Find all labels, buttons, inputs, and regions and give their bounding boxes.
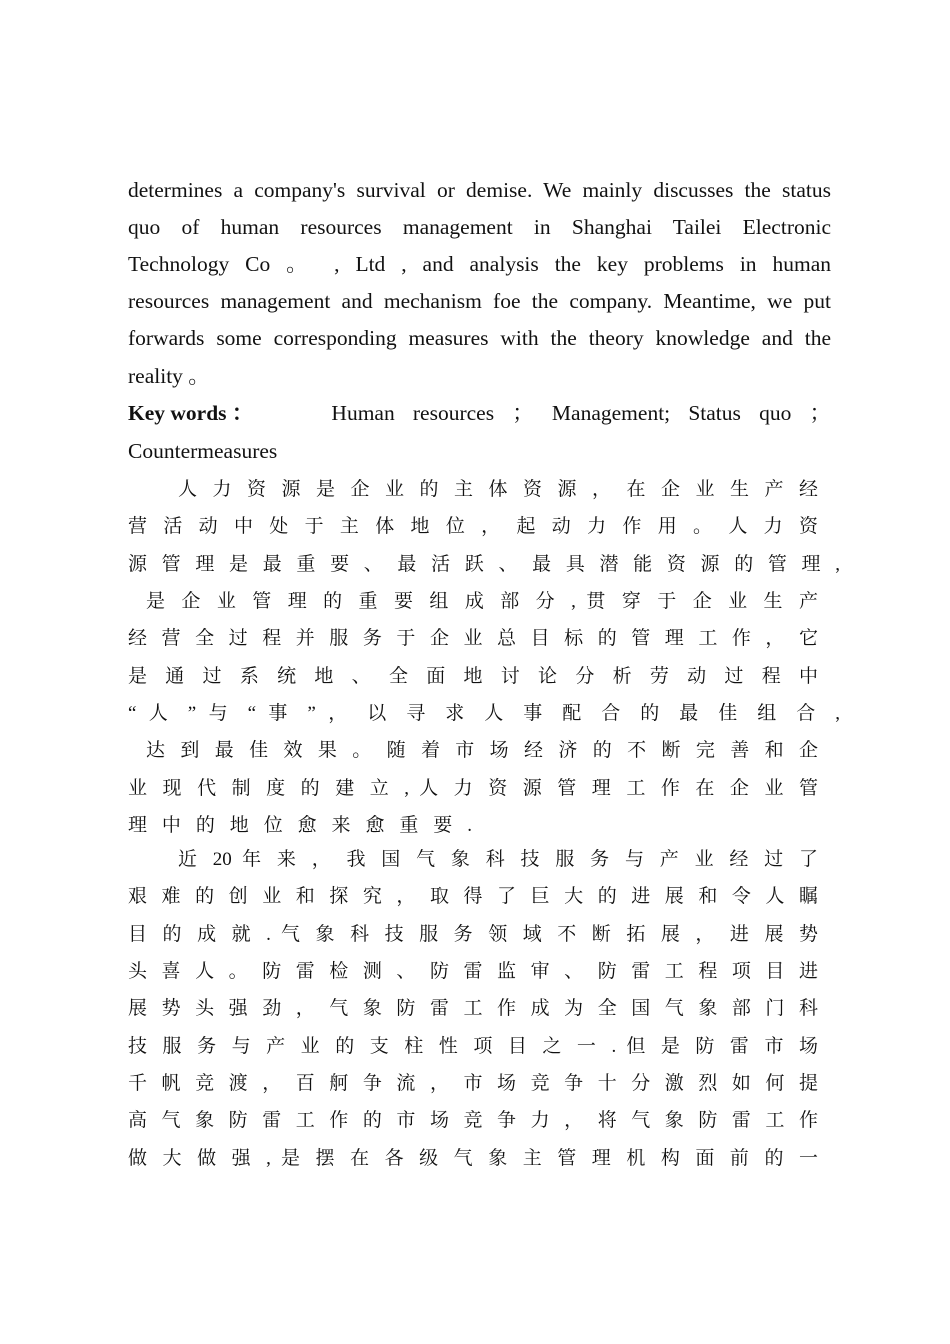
para1-line-4: 是 企 业 管 理 的 重 要 组 成 部 分 , 贯 穿 于 企 业 生 产	[146, 591, 818, 612]
para1-line-2: 营 活 动 中 处 于 主 体 地 位 ， 起 动 力 作 用 。 人 力 资	[128, 516, 818, 537]
abstract-line-5: forwards some corresponding measures with the theory knowledge and the	[128, 326, 831, 350]
para2-line-2: 艰 难 的 创 业 和 探 究 ， 取 得 了 巨 大 的 进 展 和 令 人 瞩	[128, 886, 818, 907]
para2-line-6: 技 服 务 与 产 业 的 支 柱 性 项 目 之 一 . 但 是 防 雷 市 场	[128, 1036, 818, 1057]
abstract-line-2: quo of human resources management in Shanghai Tailei Electronic	[128, 215, 831, 239]
keywords-values: Human resources ； Management; Status quo ；	[331, 401, 831, 425]
para2-line-1: 近 20 年 来 ， 我 国 气 象 科 技 服 务 与 产 业 经 过 了	[178, 849, 818, 870]
para2-line-5: 展 势 头 强 劲 ， 气 象 防 雷 工 作 成 为 全 国 气 象 部 门 科	[128, 998, 818, 1019]
para2-line-3: 目 的 成 就 . 气 象 科 技 服 务 领 域 不 断 拓 展 ， 进 展 势	[128, 924, 818, 945]
para1-line-7: “ 人 ” 与 “ 事 ” ， 以 寻 求 人 事 配 合 的 最 佳 组 合 ,	[128, 703, 840, 724]
para1-line-5: 经 营 全 过 程 并 服 务 于 企 业 总 目 标 的 管 理 工 作 ， 它	[128, 628, 818, 649]
para1-line-6: 是 通 过 系 统 地 、 全 面 地 讨 论 分 析 劳 动 过 程 中	[128, 666, 818, 687]
abstract-line-3: Technology Co 。 , Ltd , and analysis the key problems in human	[128, 252, 831, 276]
keywords-label: Key words ：	[128, 401, 254, 425]
abstract-line-1: determines a company's survival or demise. We mainly discusses the status	[128, 178, 831, 202]
para1-line-1: 人 力 资 源 是 企 业 的 主 体 资 源 ， 在 企 业 生 产 经	[178, 479, 818, 500]
abstract-line-4: resources management and mechanism foe the company. Meantime, we put	[128, 289, 831, 313]
para2-line-7: 千 帆 竞 渡 ， 百 舸 争 流 ， 市 场 竞 争 十 分 激 烈 如 何 提	[128, 1073, 818, 1094]
para2-line-4: 头 喜 人 。 防 雷 检 测 、 防 雷 监 审 、 防 雷 工 程 项 目 进	[128, 961, 818, 982]
para2-line-8: 高 气 象 防 雷 工 作 的 市 场 竞 争 力 ， 将 气 象 防 雷 工 作	[128, 1110, 818, 1131]
para1-line-3: 源 管 理 是 最 重 要 、 最 活 跃 、 最 具 潜 能 资 源 的 管 理 ,	[128, 554, 840, 575]
para1-line-9: 业 现 代 制 度 的 建 立 , 人 力 资 源 管 理 工 作 在 企 业 管	[128, 778, 818, 799]
keywords-line-2: Countermeasures	[128, 439, 278, 463]
keywords-line	[128, 395, 831, 432]
para1-line-10: 理 中 的 地 位 愈 来 愈 重 要 .	[128, 815, 472, 836]
para2-line-9: 做 大 做 强 , 是 摆 在 各 级 气 象 主 管 理 机 构 面 前 的 一	[128, 1148, 818, 1169]
abstract-line-6: reality 。	[128, 364, 210, 388]
para1-line-8: 达 到 最 佳 效 果 。 随 着 市 场 经 济 的 不 断 完 善 和 企	[146, 740, 818, 761]
